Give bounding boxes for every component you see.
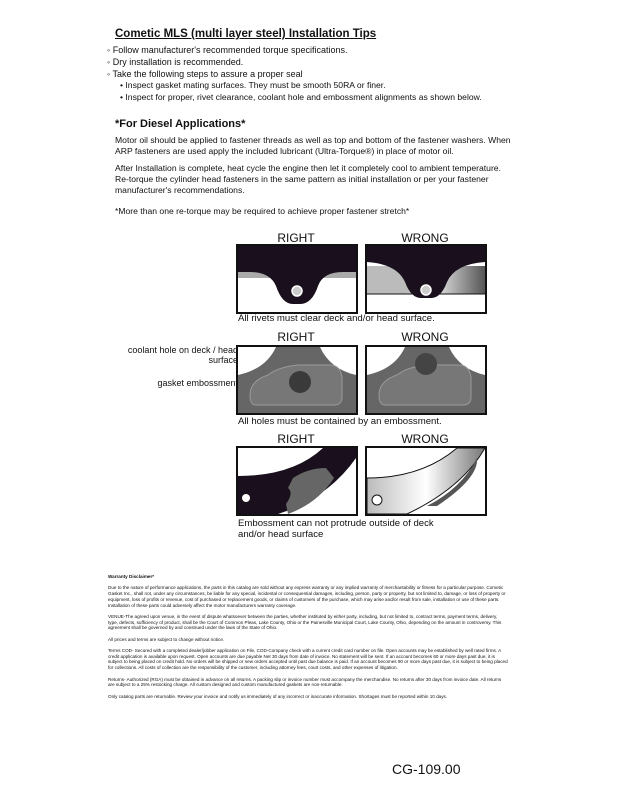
coolant-wrong-diagram: [365, 345, 487, 415]
caption-embossment: Embossment can not protrude outside of deck and/or head surface: [238, 518, 434, 540]
bullet-item: ◦ Follow manufacturer's recommended torque specifications.: [107, 45, 348, 55]
wrong-label: WRONG: [401, 231, 449, 245]
caption-rivets: All rivets must clear deck and/or head surface.: [238, 313, 435, 324]
diesel-note: *More than one re-torque may be required to achieve proper fastener stretch*: [115, 206, 410, 216]
coolant-right-diagram: [236, 345, 358, 415]
embossment-wrong-diagram: [365, 446, 487, 516]
diesel-paragraph-2: After Installation is complete, heat cycle the engine then let it completely cool to ambient temperature. Re-torque the cylinder head fasteners in the same pattern as initial installation or per your fastener manufacturer's recommendations.: [115, 163, 501, 195]
sub-bullet-text: Inspect for proper, rivet clearance, coolant hole and embossment alignments as shown below.: [125, 92, 482, 102]
sub-bullet-text: Inspect gasket mating surfaces. They must be smooth 50RA or finer.: [125, 80, 386, 90]
callout-coolant-hole: coolant hole on deck / head surface: [127, 345, 238, 365]
warranty-heading: Warranty Disclaimer*: [108, 574, 155, 579]
rivet-right-diagram: [236, 244, 358, 314]
sub-bullet-item: • Inspect gasket mating surfaces. They must be smooth 50RA or finer.: [120, 80, 386, 90]
right-label: RIGHT: [277, 432, 315, 446]
embossment-right-diagram: [236, 446, 358, 516]
bullet-item: ◦ Dry installation is recommended.: [107, 57, 244, 67]
bullet-item: ◦ Take the following steps to assure a proper seal: [107, 69, 303, 79]
prices-paragraph: All prices and terms are subject to change without notice.: [108, 636, 225, 642]
wrong-label: WRONG: [401, 432, 449, 446]
terms-paragraph: Terms COD- Secured with a completed dealer/jobber application on File, COD-Company check with a current credit card number on file. Open accounts may be established by well rated firms. A credit application is available upon request. Open accounts are due payable Net 30 days from date of invoice. No statement will be sent. If an account becomes 60 or more days past due, it is subject to being placed on credit hold. No orders will be shipped or new orders accepted until past due balance is paid. If an account becomes 90 or more days past due, it is subject to being placed for collections. All costs of collection are the responsibility of the customer, including attorney fees, court costs, and other expenses of litigation.: [108, 648, 508, 671]
caption-holes: All holes must be contained by an embossment.: [238, 416, 442, 427]
right-label: RIGHT: [277, 231, 315, 245]
callout-gasket-embossment: gasket embossment: [157, 378, 238, 388]
catalog-parts-paragraph: Only catalog parts are returnable. Review your invoice and notify us immediately of any incorrect or inaccurate information. Shortages must be reported within 10 days.: [108, 693, 448, 699]
diesel-heading: *For Diesel Applications*: [115, 118, 246, 130]
wrong-label: WRONG: [401, 330, 449, 344]
sub-bullet-item: • Inspect for proper, rivet clearance, coolant hole and embossment alignments as shown below.: [120, 92, 482, 102]
bullet-text: Take the following steps to assure a proper seal: [112, 69, 303, 79]
venue-paragraph: VENUE-The agreed upon venue, in the event of dispute whatsoever between the parties, whether instituted by either party, including, but not limited to, contract terms, payment terms, delivery, type, defects, sufficiency of product, shall be the Court of Common Pleas, Lake County, Ohio or the Painesville Municipal Court, Lake County, Ohio, depending on the amount in controversy. This agreement shall be governed by and construed under the laws of the State of Ohio.: [108, 613, 502, 631]
rivet-wrong-diagram: [365, 244, 487, 314]
returns-paragraph: Returns- Authorized (RGA) must be obtained in advance on all returns. A packing slip or invoice number must accompany the merchandise. No returns after 30 days from invoice date. All returns are subject to a 25% restocking charge. All custom designed and custom manufactured gaskets are non-returnable.: [108, 676, 502, 688]
page-code: CG-109.00: [392, 761, 461, 777]
bullet-text: Follow manufacturer's recommended torque specifications.: [112, 45, 348, 55]
warranty-section: [108, 574, 508, 705]
diesel-paragraph-1: Motor oil should be applied to fastener threads as well as top and bottom of the fastener washers. When ARP fasteners are used apply the included lubricant (Ultra-Torque®) in place of motor oil.: [115, 135, 511, 156]
warranty-paragraph: Due to the nature of performance applications, the parts in this catalog are sold without any express warranty or any implied warranty of merchantability or fitness for a particular purpose. Cometic Gasket Inc., shall not, under any circumstances, be liable for any special, incidental or consequential damages, including, person, party or property, but not limited to, damage, or loss of property or equipment, loss of profits or revenue, cost of purchased or replacement goods, or claims of customers of the purchase, which may arise and/or result from sale, installation or use of these parts. Installation of these parts could adversely affect the motor manufacturers warranty coverage.: [108, 585, 506, 608]
page-title: Cometic MLS (multi layer steel) Installation Tips: [115, 28, 377, 40]
right-label: RIGHT: [277, 330, 315, 344]
bullet-text: Dry installation is recommended.: [112, 57, 244, 67]
